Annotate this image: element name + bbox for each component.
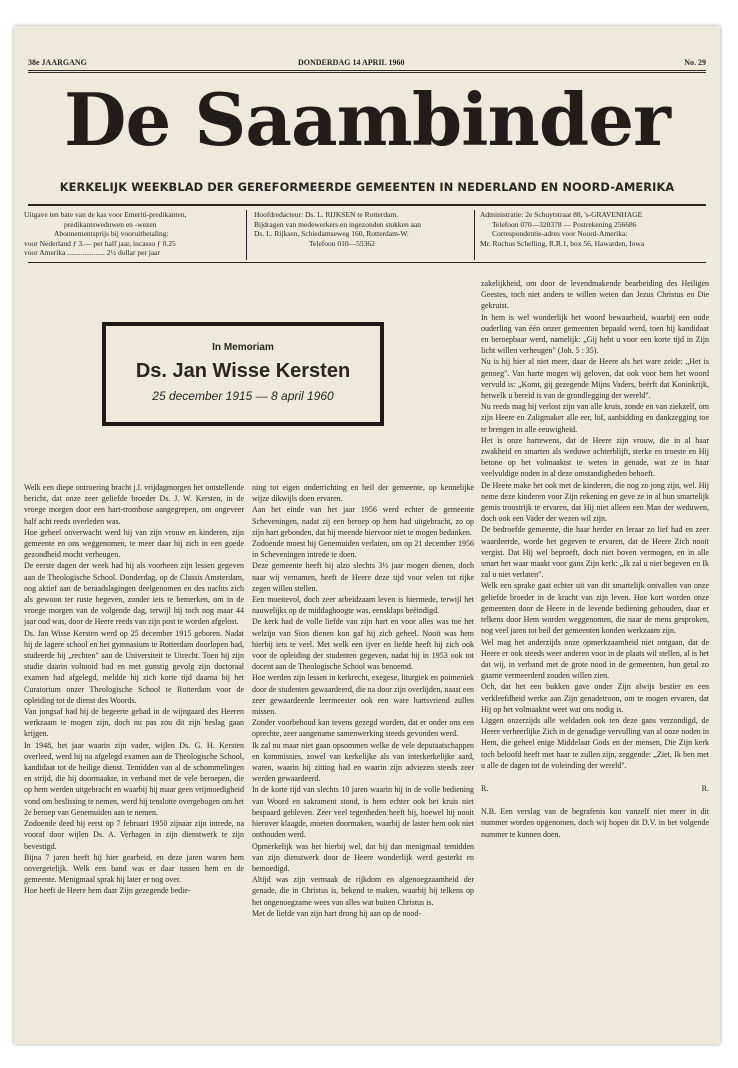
paragraph: De Heere make het ook met de kinderen, die nog zo jong zijn, wel. Hij neme deze kinderen voor Zijn rekening en geve ze in al hun smartelijk gemis troostrijk te ervaren, dat Hij niet alleen een Man der weduwen, doch ook een Vader der wezen wil zijn.: [481, 480, 709, 524]
memoriam-name: Ds. Jan Wisse Kersten: [135, 360, 351, 382]
info-line: Abonnementsprijs bij vooruitbetaling:: [54, 229, 169, 238]
memoriam-dates: 25 december 1915 — 8 april 1960: [152, 389, 334, 403]
info-line: Administratie: 2e Schuytstraat 88, 's-GRAVENHAGE: [480, 210, 643, 219]
newspaper-page: [14, 26, 720, 1044]
paragraph: Aan het einde van het jaar 1956 werd echter de gemeente Scheveningen, nadat zij een beroep op hem had uitgebracht, zo op zijn hart gebonden, dat hij meende hiervoor niet te mogen bedanken.: [252, 505, 474, 537]
paragraph: Hoe geheel onverwacht werd hij van zijn vrouw en kinderen, zijn gemeente en ons weggenomen, te meer daar hij zich in een goede gezondheid mocht verheugen.: [24, 527, 244, 560]
paragraph: Het is onze hartewens, dat de Heere zijn vrouw, die in al haar zwakheid en smarten als weduwe achterblijft, sterke en troeste en Hij betone op het volmaaktst te weten in genade, wat ze in haar veelvuldige noden in al deze omstandigheden behoeft.: [481, 435, 709, 479]
masthead-subtitle: KERKELIJK WEEKBLAD DER GEREFORMEERDE GEMEENTEN IN NEDERLAND EN NOORD-AMERIKA: [59, 180, 675, 194]
paragraph: In 1948, het jaar waarin zijn vader, wijlen Ds. G. H. Kersten overleed, werd hij na afgelegd examen aan de Theologische School, kandidaat tot de heilige dienst. Temidden van al de schommelingen en strijd, die hij doormaakte, in verband met de vele beroepen, die op hem werden uitgebracht en waarbij hij maar geen vrijmoedigheid vond om beslissing te nemen, werd hij tenslotte overgebogen om het 2e beroep van Genemuiden aan te nemen.: [24, 740, 244, 817]
info-line: voor Amerika .................... 2½ dollar per jaar: [24, 248, 161, 257]
paragraph: Bijna 7 jaren heeft hij hier gearbeid, en deze jaren waren hem onvergetelijk. Welk een band was er daar tussen hem en de gemeente. Menigmaal sprak hij later er nog over.: [24, 852, 244, 885]
top-rule: [28, 70, 706, 71]
paragraph: In de korte tijd van slechts 10 jaren waarin hij in de volle bediening van Woord en sakrament stond, is hem echter ook het kruis niet bespaard gebleven. Zeer veel tegenheden heeft hij, hoewel hij nooit hierover klaagde, moeten doormaken, waarbij de laster hem ook niet onthouden werd.: [252, 785, 474, 840]
top-rule-2: [28, 72, 706, 73]
column-3: [481, 278, 709, 840]
volume-label: 38e JAARGANG: [28, 58, 87, 67]
column-2: [252, 482, 474, 919]
paragraph: Welk een diepe ontroering bracht j.l. vrijdagmorgen het ontstellende bericht, dat onze zeer geliefde broeder Ds. J. W. Kersten, in de vroege morgen door een hart-trombose aangegrepen, om ongeveer half acht reeds overleden was.: [24, 483, 244, 526]
info-line: Bijdragen van medewerkers en ingezonden stukken aan: [254, 219, 422, 229]
paragraph: Van jongsaf had hij de begeerte gehad in de wijngaard des Heeren werkzaam te mogen zijn, doch nu pas zou dit zijn beslag gaan krijgen.: [24, 707, 244, 739]
info-line: Telefoon 010—55362: [309, 238, 375, 248]
issue-number: No. 29: [684, 58, 706, 67]
info-subscription: [24, 210, 239, 258]
paragraph: Altijd was zijn vermaak de rijkdom en algenoegzaamheid der genade, die in Christus is, bekend te maken, waarbij hij telkens op het ongenoegzame wees van alles wat buiten Christus is.: [252, 875, 474, 907]
info-divider: [474, 210, 475, 260]
info-line: Hoofdredacteur: Ds. L. RIJKSEN te Rotterdam.: [254, 210, 399, 219]
paragraph: De kerk had de volle liefde van zijn hart en voor alles was toe het welzijn van Sion dienen kon gaf hij zich geheel. Nooit was hem hierbij iets te veel. Met welk een ijver en liefde heeft hij zich ook voor de opleiding der studenten gegeven, nadat hij in 1953 ook tot docent aan de Theologische School was benoemd.: [252, 617, 474, 672]
info-rule: [28, 262, 706, 263]
nb-note: N.B. Een verslag van de begrafenis kon vanzelf niet meer in dit nummer worden opgenomen, doch wij hopen dit D.V. in het volgende nummer te kunnen doen.: [481, 807, 709, 839]
paragraph: Opmerkelijk was het hierbij wel, dat hij dan menigmaal temidden van zijn dienstwerk door de Heere wonderlijk werd gesterkt en bemoedigd.: [252, 841, 474, 873]
column-1: [24, 482, 244, 897]
paragraph: Zodoende moest hij Genemuiden verlaten, om op 21 december 1956 in Scheveningen intrede te doen.: [252, 539, 474, 560]
paragraph: Hoe werden zijn lessen in kerkrecht, exegese, liturgiek en poimeniek door de studenten gewaardeerd, die na door zijn overlijden, naast een zeer gewaardeerde leermeester ook een ware hartsvriend zullen missen.: [252, 673, 474, 717]
paragraph: Nu is hij hier al niet meer, daar de Heere als het ware zeide: „Het is genoeg". Van harte mogen wij geloven, dat ook voor hem het woord vervuld is: „Komt, gij gezegende Mijns Vaders, beërft dat Koninkrijk, hetwelk u bereid is van de grondlegging der wereld".: [481, 357, 709, 401]
paragraph: Ik zal nu maar niet gaan opsommen welke de vele deputaatschappen en kommissies, zowel van kerkelijke als van interkerkelijke aard, waren, waarin hij zitting had en waarin zijn adviezen steeds zeer werden gewaardeerd.: [252, 740, 474, 784]
issue-date: DONDERDAG 14 APRIL 1960: [298, 58, 405, 67]
subtitle-rule: [28, 204, 706, 206]
memoriam-heading: In Memoriam: [212, 342, 274, 353]
info-line: Uitgave ten bate van de kas voor Emeriti-predikanten,: [24, 210, 187, 219]
paragraph: In hem is wel wonderlijk het woord bewaarheid, waarbij een oude ouderling van één onzer gemeenten bepaald werd, toen hij kandidaat en beroepbaar werd, namelijk: „Gij hebt u voor een korte tijd in Zijn licht willen verheugen" (Joh. 5 : 35).: [481, 312, 709, 356]
paragraph: Een moeitevol, doch zeer arbeidzaam leven is hiermede, terwijl het nauwelijks op de middaghoogte was, eensklaps beëindigd.: [252, 595, 474, 616]
paragraph: ning tot eigen onderrichting en heil der gemeente, op kennelijke wijze dikwijls doen ervaren.: [252, 483, 474, 504]
paragraph: Hoe heeft de Heere hem daar Zijn gezegende bedie-: [24, 886, 191, 896]
paragraph: Zonder voorbehoud kan tevens gezegd worden, dat er onder ons een oprechte, zeer aangename samenwerking steeds gevonden werd.: [252, 718, 474, 739]
paragraph: Welk een sprake gaat echter uit van dit smartelijk ontvallen van onze geliefde broeder in de kracht van zijn leven. Hoe kort worden onze gemeenten door de Heere in de levende bediening gehouden, daar er telkens door Hem worden weggenomen, die naar de mens gesproken, nog veel jaren tot heil der gemeenten konden werkzaam zijn.: [481, 581, 709, 636]
paragraph: Zodoende deed hij eerst op 7 februari 1950 zijnaar zijn intrede, na vooraf door wijlen Ds. A. Verhagen in zijn dienstwerk te zijn bevestigd.: [24, 819, 244, 851]
info-administration: [480, 210, 710, 248]
info-line: Ds. L. Rijksen, Schiedamseweg 160, Rotterdam-W.: [254, 229, 409, 238]
info-line: Correspondentie-adres voor Noord-Amerika:: [492, 229, 628, 238]
in-memoriam-box: [102, 322, 384, 426]
paragraph: Nu reeds mag hij verlost zijn van alle kruis, zonde en van ziekzelf, om zijn Heere en Zaligmaker alle eer, lof, aanbidding en dankzegging toe te brengen in alle eeuwigheid.: [481, 402, 709, 434]
info-editor: [254, 210, 469, 248]
info-divider: [246, 210, 247, 260]
paragraph: Liggen onzerzijds alle weldaden ook ten deze gans verzondigd, de Heere verheerlijke Zich in de genadige vervulling van al onze noden in Hem, die geheel enige Middelaar Gods en der mensen, Die Zijn kerk toch beloofd heeft met haar te zullen zijn, zeggende: „Ziet, Ik ben met u alle de dagen tot de voleinding der wereld".: [481, 715, 709, 770]
paragraph: Ds. Jan Wisse Kersten werd op 25 december 1915 geboren. Nadat hij de lagere school en het gymnasium te Rotterdam doorlopen had, studeerde hij „rechten" aan de Universiteit te Utrecht. Toen hij zijn studie daarin voltooid had en met gunstig gevolg zijn doctoraal examen had afgelegd, meldde hij zich korte tijd daarna bij het Curatorium onzer Theologische School te Rotterdam voor de opleiding tot de dienst des Woords.: [24, 628, 244, 705]
paragraph: Wel mag het anderzijds onze opmerkzaamheid niet ontgaan, dat de Heere er ook steeds weer anderen voor in de plaats wil stellen, al is het dat wij, in verband met de grote nood in de gemeenten, hun getal zo gaarne vermeerderd zouden willen zien.: [481, 637, 709, 681]
paragraph: De bedroefde gemeente, die haar herder en leraar zo lief had en zeer waardeerde, worde het gegeven te ervaren, dat de Heere Zich nooit vergist. Dat Hij wel beproeft, doch niet boven vermogen, en in alle smart het waar maakt voor gans Zijn kerk: „Ik zal u niet begeven en Ik zal u niet verlaten".: [481, 525, 709, 580]
info-line: predikantsweduwen en -wezen: [64, 219, 157, 229]
signature-line: [481, 783, 709, 794]
signature-right: R.: [701, 783, 709, 793]
paragraph: De eerste dagen der week had hij als voorheen zijn lessen gegeven aan de Theologische School. Donderdag, op de Classis Amsterdam, nog aktief aan de beraadslagingen deelgenomen en des nachts zich als gewoon ter ruste begeven, zonder iets te bemerken, om in de vroege morgen van de volgende dag, terwijl hij toch nog maar 44 jaar oud was, door de Heere reeds van zijn post te worden afgelost.: [24, 561, 244, 627]
paragraph: Met de liefde van zijn hart drong hij aan op de nood-: [252, 908, 422, 918]
info-line: voor Nederland ƒ 3.— per half jaar, incasso ƒ 0.25: [24, 238, 176, 248]
paragraph: zakelijkheid, om door de levendmakende bearbeiding des Heiligen Geestes, toch niet anders te willen weten dan Jezus Christus en Die gekruist.: [481, 279, 709, 311]
masthead-title: De Saambinder: [64, 77, 670, 162]
paragraph: Och, dat het een bukken gave onder Zijn alwijs bestier en een verkleefdheid werke aan Zijn genadetroon, om te mogen ervaren, dat Hij op het volmaaktst weet wat ons nodig is.: [481, 682, 709, 714]
info-line: Mr. Rochus Schelling, R.R.1, box 56, Hawarden, Iowa: [480, 238, 645, 248]
signature-left: R.: [481, 783, 489, 793]
info-line: Telefoon 070—320378 — Postrekening 256686: [492, 219, 637, 229]
paragraph: Deze gemeente heeft hij alzo slechts 3½ jaar mogen dienen, doch naar wij vernamen, heeft de Heere deze tijd voor velen tot rijke zegen willen stellen.: [252, 561, 474, 593]
